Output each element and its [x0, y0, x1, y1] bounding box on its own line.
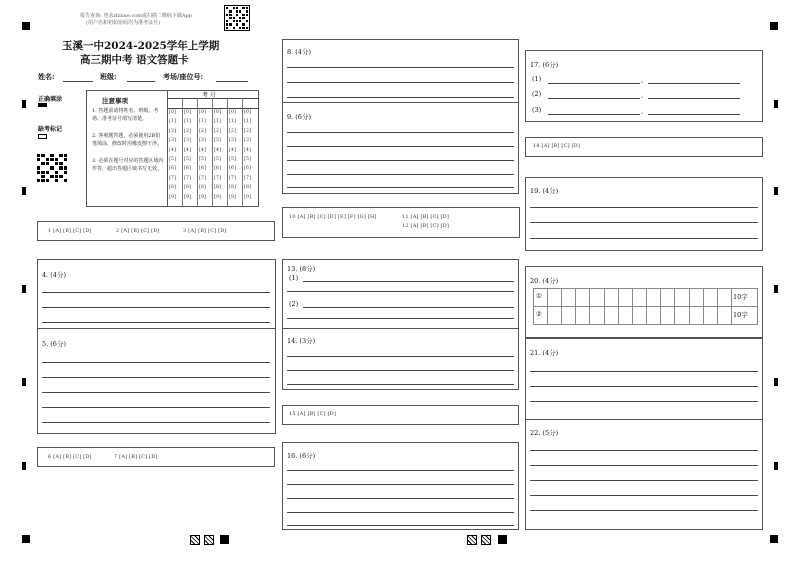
answer-line[interactable] — [42, 422, 270, 423]
exam-digit-bubble[interactable]: [6] — [199, 166, 207, 172]
name-label: 姓名: — [38, 72, 55, 81]
exam-digit-bubble[interactable]: [4] — [184, 147, 192, 153]
exam-digit-bubble[interactable]: [4] — [169, 147, 177, 153]
exam-digit-bubble[interactable]: [5] — [169, 157, 177, 162]
exam-digit-bubble[interactable]: [1] — [184, 119, 192, 125]
exam-digit-bubble[interactable]: [0] — [199, 110, 207, 115]
comma: , — [641, 107, 644, 115]
writing-cell[interactable] — [575, 288, 590, 307]
answer-line[interactable] — [42, 362, 270, 363]
exam-digit-bubble[interactable]: [7] — [229, 175, 237, 181]
exam-digit-bubble[interactable]: [6] — [169, 166, 177, 172]
answer-box-q14 — [282, 328, 519, 390]
answer-line[interactable] — [548, 83, 640, 84]
page-mark-slash — [481, 535, 491, 545]
question-12-options[interactable]: 12 [A] [B] [C] [D] — [402, 223, 450, 229]
question-20-item-1: ① — [536, 292, 542, 300]
question-17-part-2: (2) — [532, 90, 542, 98]
timing-mark — [22, 285, 26, 293]
writing-cell[interactable] — [703, 288, 718, 307]
answer-box-q5 — [37, 328, 276, 434]
answer-line[interactable] — [530, 238, 758, 239]
answer-line[interactable] — [42, 307, 270, 308]
exam-digit-bubble[interactable]: [4] — [244, 147, 252, 153]
exam-digit-bubble[interactable]: [8] — [169, 185, 177, 191]
timing-mark — [774, 378, 778, 386]
exam-number-bubbles[interactable] — [167, 110, 259, 206]
question-4-label: 4. (4分) — [42, 271, 66, 279]
answer-line[interactable] — [530, 480, 758, 481]
exam-digit-bubble[interactable]: [6] — [184, 166, 192, 172]
question-20-limit-2: 10字 — [733, 311, 748, 319]
answer-line[interactable] — [303, 281, 514, 282]
question-10-options[interactable]: 10 [A] [B] [C] [D] [E] [F] [G] [H] — [289, 214, 377, 220]
answer-line[interactable] — [648, 114, 740, 115]
exam-digit-bubble[interactable]: [3] — [199, 138, 207, 144]
exam-digit-bubble[interactable]: [7] — [199, 175, 207, 181]
name-field[interactable] — [63, 81, 93, 82]
question-11-options[interactable]: 11 [A] [B] [C] [D] — [402, 214, 450, 220]
timing-mark — [774, 187, 778, 195]
exam-digit-bubble[interactable]: [4] — [214, 147, 222, 153]
exam-digit-bubble[interactable]: [2] — [229, 128, 237, 134]
writing-cell[interactable] — [547, 306, 562, 325]
question-13-part-1: (1) — [289, 274, 299, 282]
question-9-label: 9. (6分) — [287, 113, 311, 121]
answer-line[interactable] — [548, 114, 640, 115]
exam-digit-bubble[interactable]: [3] — [214, 138, 222, 144]
seat-field[interactable] — [216, 81, 248, 82]
report-note: 报告查询: 登录zhixue.com或扫描二维码下载App — [80, 13, 192, 19]
exam-digit-bubble[interactable]: [8] — [214, 185, 222, 191]
question-15-options[interactable]: 15 [A] [B] [C] [D] — [289, 411, 337, 417]
answer-line[interactable] — [287, 498, 514, 499]
answer-line[interactable] — [530, 207, 758, 208]
answer-line[interactable] — [530, 450, 758, 451]
answer-line[interactable] — [287, 484, 514, 485]
exam-digit-bubble[interactable]: [2] — [169, 128, 177, 134]
question-21-label: 21. (4分) — [530, 349, 559, 357]
writing-cell[interactable] — [660, 306, 675, 325]
question-3-options[interactable]: 3 [A] [B] [C] [D] — [183, 228, 227, 234]
question-20-limit-1: 10字 — [733, 293, 748, 301]
answer-line[interactable] — [287, 470, 514, 471]
exam-digit-bubble[interactable]: [0] — [229, 110, 237, 115]
answer-line[interactable] — [287, 97, 514, 98]
exam-digit-bubble[interactable]: [8] — [184, 185, 192, 191]
seat-label: 考场/座位号: — [163, 72, 204, 81]
answer-line[interactable] — [648, 83, 740, 84]
answer-line[interactable] — [530, 510, 758, 511]
timing-mark — [22, 535, 30, 543]
exam-digit-bubble[interactable]: [2] — [214, 128, 222, 134]
page-mark-slash — [190, 535, 200, 545]
answer-line[interactable] — [530, 495, 758, 496]
answer-line[interactable] — [530, 386, 758, 387]
exam-digit-bubble[interactable]: [3] — [244, 138, 252, 144]
writing-cell[interactable] — [561, 306, 576, 325]
timing-mark — [770, 535, 778, 543]
exam-digit-bubble[interactable]: [9] — [169, 194, 177, 200]
question-13-part-2: (2) — [289, 300, 299, 308]
exam-number-header: 考 号 — [202, 92, 216, 99]
timing-mark — [22, 462, 26, 470]
exam-digit-bubble[interactable]: [1] — [169, 119, 177, 125]
answer-line[interactable] — [287, 67, 514, 68]
question-20-item-2: ② — [536, 310, 542, 318]
writing-cell[interactable] — [589, 288, 604, 307]
writing-cell[interactable] — [689, 306, 704, 325]
writing-cell[interactable] — [632, 288, 647, 307]
exam-digit-bubble[interactable]: [6] — [229, 166, 237, 172]
writing-cell[interactable] — [561, 288, 576, 307]
answer-line[interactable] — [648, 98, 740, 99]
question-20-grid[interactable] — [533, 288, 758, 326]
question-20-label: 20. (4分) — [530, 277, 559, 285]
exam-digit-bubble[interactable]: [9] — [199, 194, 207, 200]
timing-mark — [22, 187, 26, 195]
exam-digit-bubble[interactable]: [0] — [169, 110, 177, 115]
writing-cell[interactable] — [717, 306, 732, 325]
question-13-label: 13. (8分) — [287, 265, 316, 273]
answer-box-q19 — [525, 177, 763, 251]
report-note-2: (用户名和初始密码均为准考证号) — [86, 20, 160, 26]
exam-digit-bubble[interactable]: [5] — [199, 157, 207, 162]
exam-digit-bubble[interactable]: [6] — [244, 166, 252, 172]
answer-line[interactable] — [530, 371, 758, 372]
answer-line[interactable] — [42, 392, 270, 393]
question-16-label: 16. (6分) — [287, 452, 316, 460]
exam-digit-bubble[interactable]: [3] — [169, 138, 177, 144]
answer-line[interactable] — [287, 370, 514, 371]
exam-digit-bubble[interactable]: [1] — [214, 119, 222, 125]
qr-code-student — [37, 154, 67, 182]
answer-box-q21 — [525, 338, 763, 420]
writing-cell[interactable] — [674, 288, 689, 307]
answer-line[interactable] — [287, 512, 514, 513]
answer-box-q22 — [525, 419, 763, 530]
writing-cell[interactable] — [604, 306, 619, 325]
answer-line[interactable] — [287, 132, 514, 133]
notice-item-2: 2. 客观题答题，必须使用2B铅笔填涂，修改时用橡皮擦干净。 — [92, 133, 163, 147]
answer-box-q17 — [525, 50, 763, 122]
answer-line[interactable] — [530, 465, 758, 466]
exam-digit-bubble[interactable]: [5] — [184, 157, 192, 162]
exam-digit-bubble[interactable]: [0] — [184, 110, 192, 115]
exam-digit-bubble[interactable]: [7] — [214, 175, 222, 181]
timing-mark — [774, 285, 778, 293]
question-7-options[interactable]: 7 [A] [B] [C] [D] — [114, 454, 158, 460]
writing-cell[interactable] — [618, 288, 633, 307]
writing-cell[interactable] — [717, 288, 732, 307]
writing-cell[interactable] — [547, 288, 562, 307]
question-19-label: 19. (4分) — [530, 187, 559, 195]
exam-digit-bubble[interactable]: [2] — [244, 128, 252, 134]
answer-box-q16 — [282, 442, 519, 530]
answer-line[interactable] — [287, 187, 514, 188]
question-17-part-1: (1) — [532, 75, 542, 83]
question-22-label: 22. (5分) — [530, 429, 559, 437]
exam-digit-bubble[interactable]: [5] — [214, 157, 222, 162]
answer-line[interactable] — [287, 82, 514, 83]
exam-digit-bubble[interactable]: [9] — [184, 194, 192, 200]
exam-digit-bubble[interactable]: [9] — [229, 194, 237, 200]
exam-digit-bubble[interactable]: [2] — [199, 128, 207, 134]
answer-box-q4 — [37, 259, 276, 329]
page-mark-solid — [220, 535, 229, 544]
exam-digit-bubble[interactable]: [1] — [244, 119, 252, 125]
exam-digit-bubble[interactable]: [1] — [229, 119, 237, 125]
timing-mark — [22, 22, 30, 30]
exam-digit-bubble[interactable]: [9] — [214, 194, 222, 200]
question-20-cells[interactable] — [547, 288, 731, 325]
writing-cell[interactable] — [660, 288, 675, 307]
answer-line[interactable] — [42, 377, 270, 378]
comma: , — [641, 76, 644, 84]
timing-mark — [22, 100, 26, 108]
writing-cell[interactable] — [604, 288, 619, 307]
question-8-label: 8. (4分) — [287, 48, 311, 56]
question-17-part-3: (3) — [532, 106, 542, 114]
exam-digit-bubble[interactable]: [2] — [184, 128, 192, 134]
exam-digit-bubble[interactable]: [7] — [169, 175, 177, 181]
timing-mark — [774, 100, 778, 108]
exam-digit-bubble[interactable]: [1] — [199, 119, 207, 125]
answer-line[interactable] — [287, 291, 514, 292]
card-title-line2: 高三期中考 语文答题卡 — [80, 54, 189, 66]
answer-box-q9 — [282, 102, 519, 194]
absent-label: 缺考标记 — [38, 126, 63, 133]
answer-line[interactable] — [287, 384, 514, 385]
timing-mark — [22, 378, 26, 386]
answer-line[interactable] — [42, 292, 270, 293]
exam-digit-bubble[interactable]: [5] — [229, 157, 237, 162]
timing-mark — [774, 462, 778, 470]
answer-line[interactable] — [287, 146, 514, 147]
exam-digit-bubble[interactable]: [7] — [184, 175, 192, 181]
exam-digit-bubble[interactable]: [9] — [244, 194, 252, 200]
question-14-label: 14. (3分) — [287, 337, 316, 345]
answer-line[interactable] — [287, 318, 514, 319]
qr-code-top — [224, 5, 250, 31]
timing-mark — [770, 22, 778, 30]
question-1-options[interactable]: 1 [A] [B] [C] [D] — [48, 228, 92, 234]
exam-digit-bubble[interactable]: [5] — [244, 157, 252, 162]
exam-digit-bubble[interactable]: [4] — [229, 147, 237, 153]
answer-box-q8 — [282, 39, 519, 103]
question-17-label: 17. (6分) — [530, 61, 559, 69]
writing-cell[interactable] — [632, 306, 647, 325]
writing-cell[interactable] — [646, 288, 661, 307]
exam-digit-bubble[interactable]: [0] — [214, 110, 222, 115]
exam-digit-bubble[interactable]: [7] — [244, 175, 252, 181]
objective-block-10-12 — [282, 207, 520, 238]
writing-cell[interactable] — [674, 306, 689, 325]
exam-digit-bubble[interactable]: [4] — [199, 147, 207, 153]
question-6-options[interactable]: 6 [A] [B] [C] [D] — [48, 454, 92, 460]
correct-fill-label: 正确填涂 — [38, 96, 63, 103]
notice-item-3: 3. 必须在题号对应的答题区域内作答，超出答题区域书写无效。 — [92, 158, 164, 172]
answer-line[interactable] — [42, 407, 270, 408]
question-5-label: 5. (6分) — [42, 340, 66, 348]
answer-line[interactable] — [42, 322, 270, 323]
answer-line[interactable] — [530, 222, 758, 223]
notice-item-1: 1. 答题前请将姓名、班级、考场、准考证号填写清楚。 — [92, 108, 159, 122]
answer-line[interactable] — [530, 401, 758, 402]
answer-line[interactable] — [287, 160, 514, 161]
comma: , — [641, 91, 644, 99]
exam-digit-bubble[interactable]: [3] — [184, 138, 192, 144]
exam-digit-bubble[interactable]: [3] — [229, 138, 237, 144]
writing-cell[interactable] — [646, 306, 661, 325]
exam-digit-bubble[interactable]: [8] — [244, 185, 252, 191]
question-18-options[interactable]: 18 [A] [B] [C] [D] — [533, 143, 581, 149]
card-title-line1: 玉溪一中2024-2025学年上学期 — [62, 40, 220, 52]
exam-digit-bubble[interactable]: [6] — [214, 166, 222, 172]
page-mark-solid — [498, 535, 507, 544]
writing-cell[interactable] — [575, 306, 590, 325]
correct-fill-sample — [38, 103, 47, 107]
page-mark-slash — [204, 535, 214, 545]
exam-digit-bubble[interactable]: [8] — [199, 185, 207, 191]
answer-line[interactable] — [548, 98, 640, 99]
writing-cell[interactable] — [689, 288, 704, 307]
exam-digit-bubble[interactable]: [8] — [229, 185, 237, 191]
notice-title: 注意事项 — [102, 97, 128, 105]
question-2-options[interactable]: 2 [A] [B] [C] [D] — [116, 228, 160, 234]
writing-cell[interactable] — [703, 306, 718, 325]
writing-cell[interactable] — [618, 306, 633, 325]
answer-line[interactable] — [287, 174, 514, 175]
class-label: 班级: — [100, 72, 117, 81]
class-field[interactable] — [127, 81, 155, 82]
writing-cell[interactable] — [589, 306, 604, 325]
answer-line[interactable] — [287, 356, 514, 357]
absent-checkbox[interactable] — [38, 134, 47, 139]
answer-line[interactable] — [303, 307, 514, 308]
answer-line[interactable] — [287, 525, 514, 526]
page-mark-slash — [467, 535, 477, 545]
exam-digit-bubble[interactable]: [0] — [244, 110, 252, 115]
